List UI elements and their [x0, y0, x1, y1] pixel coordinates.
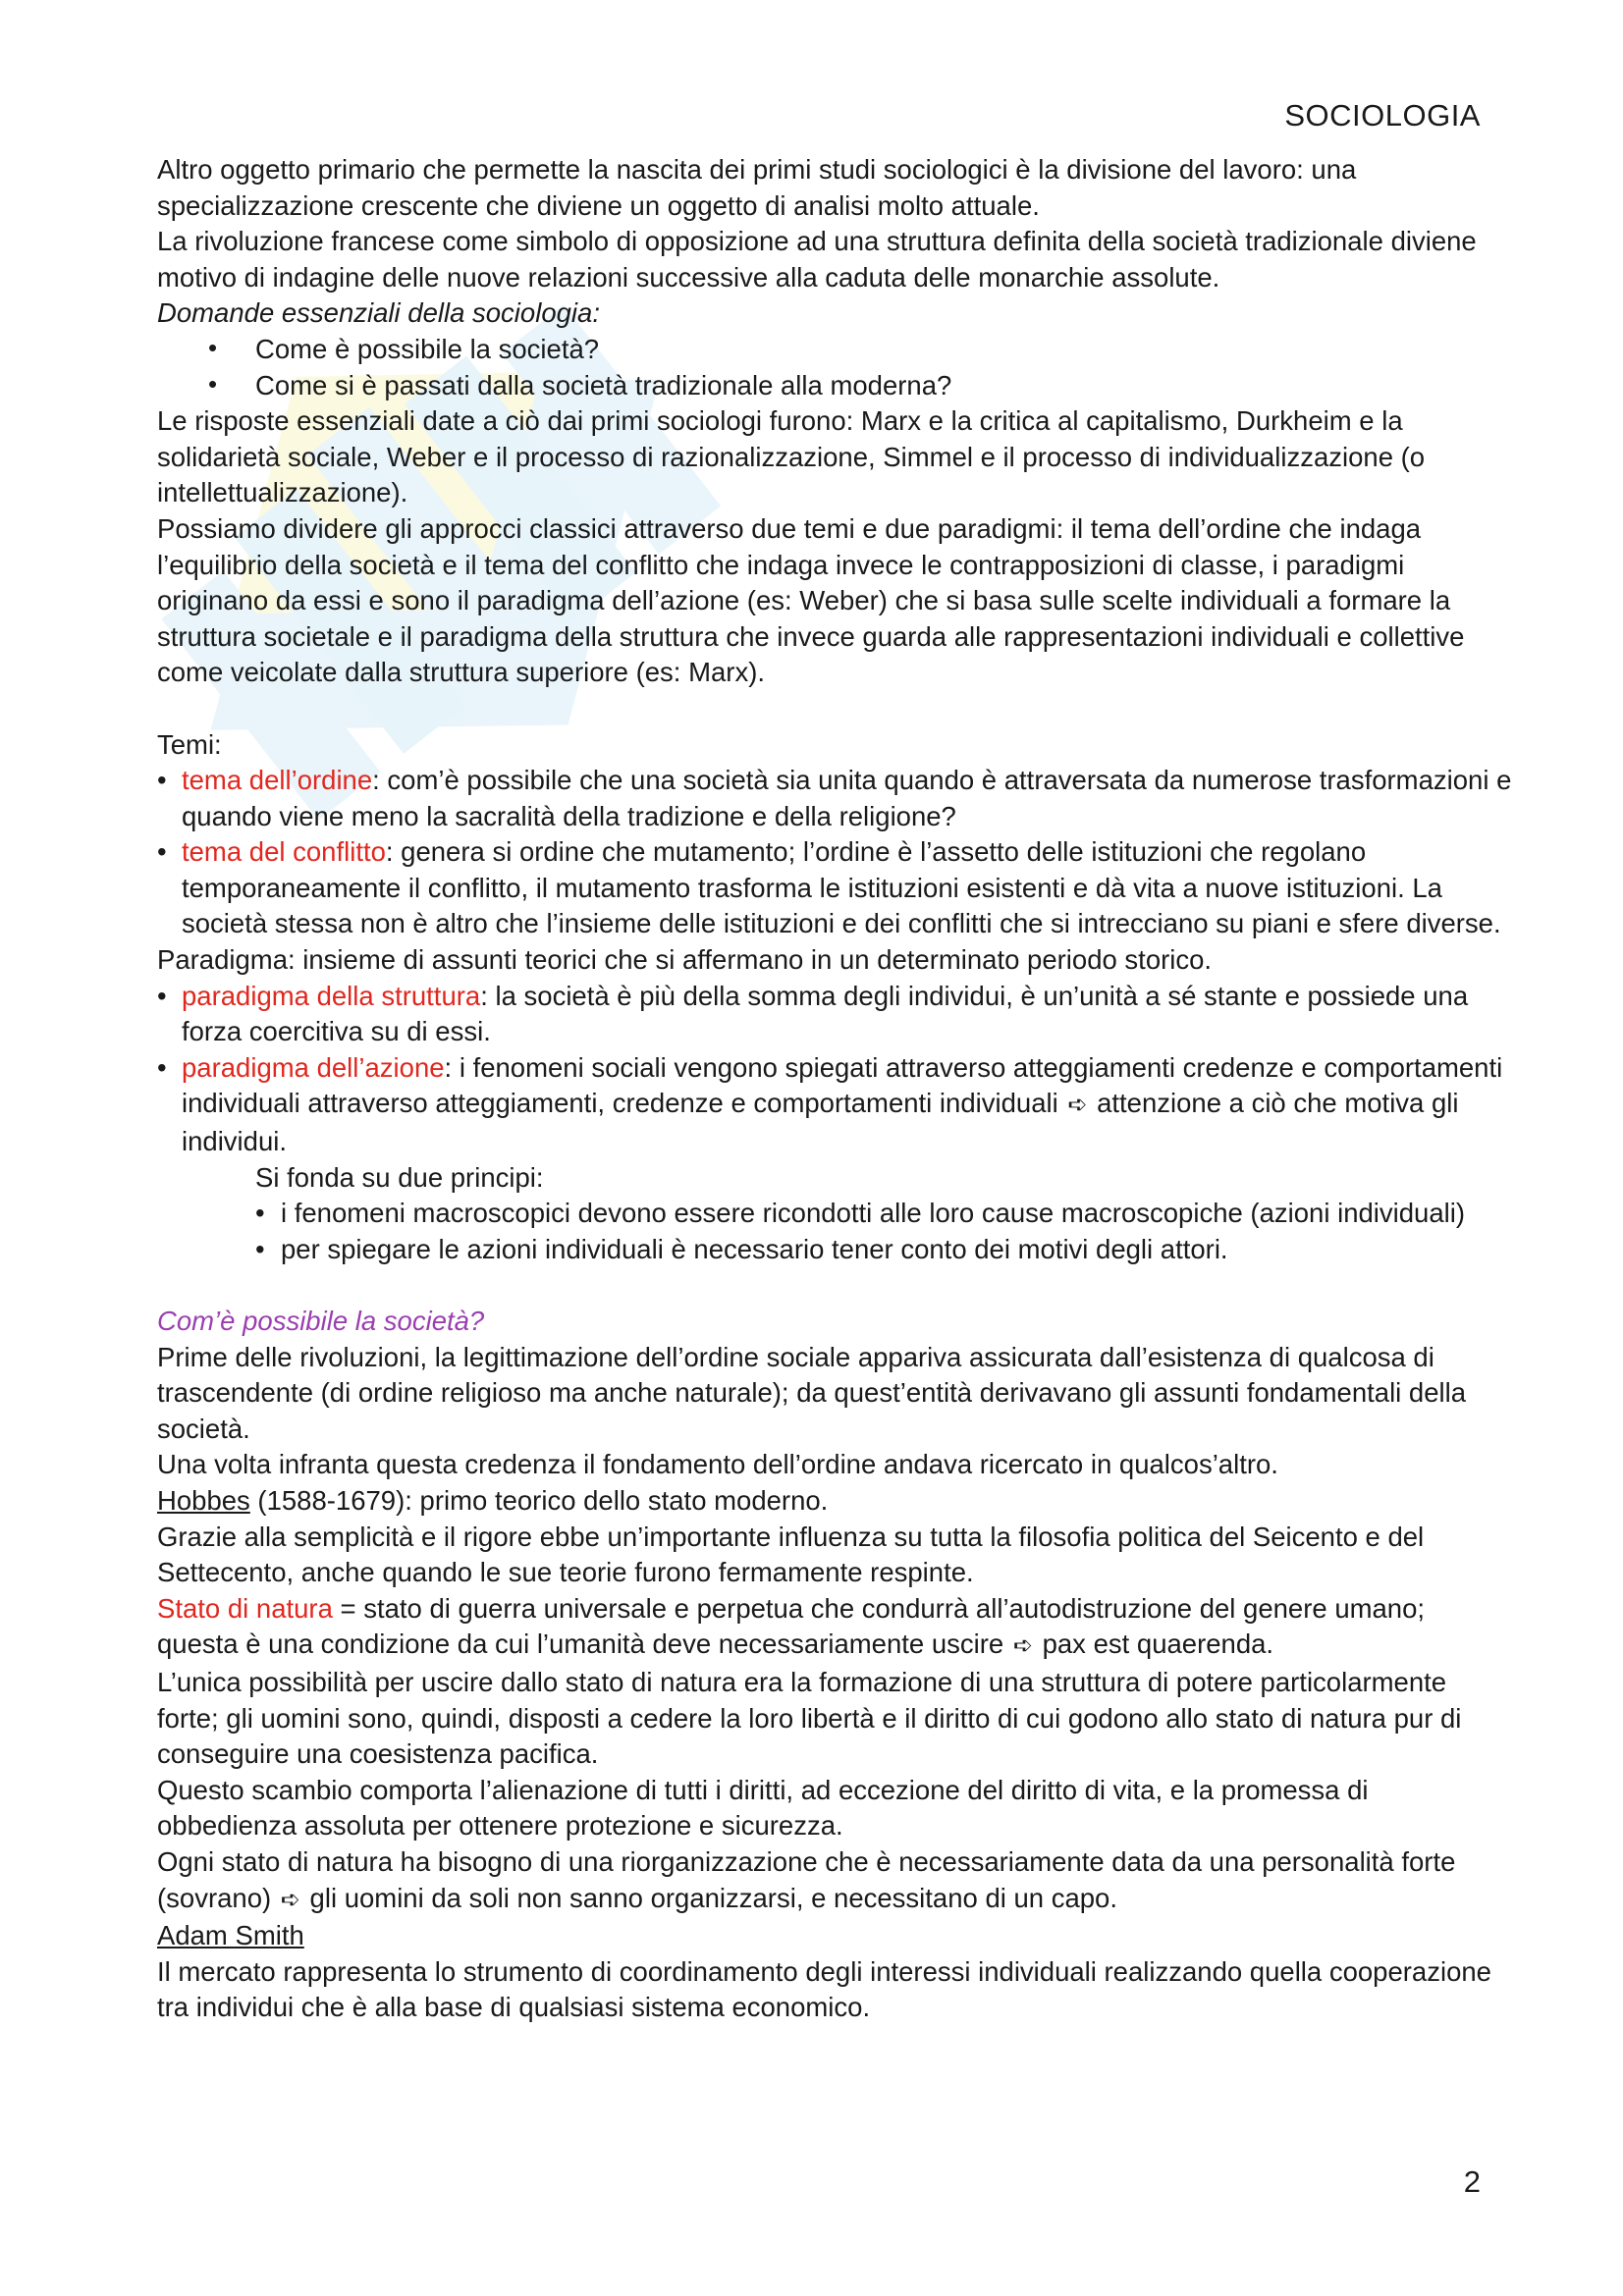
principles-list: [157, 1196, 1512, 1267]
paradigm-term: paradigma dell’azione: [182, 1051, 445, 1083]
section-title: Com’è possibile la società?: [157, 1306, 485, 1336]
paragraph: Grazie alla semplicità e il rigore ebbe un’importante influenza su tutta la filosofia politica del Seicento e del Settecento, anche quando le sue teorie furono fermamente respinte.: [157, 1521, 1425, 1588]
list-item: • paradigma dell’azione: i fenomeni sociali vengono spiegati attraverso atteggiamenti credenze e comportamenti individuali attraverso atteggiamenti, credenze e comportamenti individuali ➪ attenzione a ciò che motiva gli individui.: [157, 1051, 1503, 1157]
arrow-right-icon: ➪: [280, 1886, 300, 1913]
paradigms-list: [157, 979, 1512, 1160]
paragraph: Una volta infranta questa credenza il fondamento dell’ordine andava ricercato in qualcos’altro.: [157, 1449, 1278, 1480]
list-item: • tema dell’ordine: com’è possibile che una società sia unita quando è attraversata da numerose trasformazioni e quando viene meno la sacralità della tradizione e della religione?: [157, 765, 1512, 831]
paragraph: Le risposte essenziali date a ciò dai primi sociologi furono: Marx e la critica al capitalismo, Durkheim e la solidarietà sociale, Weber e il processo di razionalizzazione, Simmel e il processo di individualizzazione (o intellettualizzazione).: [157, 405, 1426, 508]
page-header-title: SOCIOLOGIA: [1284, 98, 1481, 133]
paragraph: Ogni stato di natura ha bisogno di una riorganizzazione che è necessariamente data da una personalità forte (sovrano) ➪ gli uomini da soli non sanno organizzarsi, e necessitano di un capo.: [157, 1845, 1456, 1913]
paragraph: Il mercato rappresenta lo strumento di coordinamento degli interessi individuali realizzando quella cooperazione tra individui che è alla base di qualsiasi sistema economico.: [157, 1955, 1491, 2023]
list-item: • Come si è passati dalla società tradizionale alla moderna?: [157, 368, 1512, 404]
bullet-icon: •: [157, 1051, 167, 1083]
paragraph: Questo scambio comporta l’alienazione di tutti i diritti, ad eccezione del diritto di vita, e la promessa di obbedienza assoluta per ottenere protezione e sicurezza.: [157, 1774, 1369, 1842]
paragraph: Possiamo dividere gli approcci classici attraverso due temi e due paradigmi: il tema dell’ordine che indaga l’equilibrio della società e il tema del conflitto che indaga invece le contrapposizioni di classe, i paradigmi originano da essi e sono il paradigma dell’azione (es: Weber) che si basa sulle scelte individuali a formare la struttura societale e il paradigma della struttura che invece guarda alle rappresentazioni individuali e collettive come veicolate dalla struttura superiore (es: Marx).: [157, 512, 1465, 688]
questions-list: [157, 332, 1512, 403]
list-item: • Come è possibile la società?: [157, 332, 1512, 368]
bullet-icon: •: [255, 1198, 265, 1229]
principles-heading: Si fonda su due principi:: [255, 1161, 544, 1193]
arrow-right-icon: ➪: [1012, 1632, 1033, 1660]
document-body: [157, 152, 1512, 2026]
list-item: • per spiegare le azioni individuali è necessario tener conto dei motivi degli attori.: [255, 1232, 1512, 1268]
paragraph: Paradigma: insieme di assunti teorici che si affermano in un determinato periodo storico.: [157, 944, 1213, 976]
list-item: • paradigma della struttura: la società è più della somma degli individui, è un’unità a sé stante e possiede una forza coercitiva su di essi.: [157, 980, 1469, 1047]
page-number: 2: [1463, 2164, 1481, 2199]
list-item: • tema del conflitto: genera si ordine che mutamento; l’ordine è l’assetto delle istituzioni che regolano temporaneamente il conflitto, il mutamento trasforma le istituzioni esistenti e dà vita a nuove istituzioni. La società stessa non è altro che l’insieme delle istituzioni e dei conflitti che si intrecciano su piani e sfere diverse.: [157, 836, 1501, 939]
bullet-icon: •: [157, 765, 167, 796]
paragraph: Hobbes (1588-1679): primo teorico dello stato moderno.: [157, 1484, 829, 1516]
list-item: • i fenomeni macroscopici devono essere ricondotti alle loro cause macroscopiche (azioni individuali): [255, 1196, 1512, 1232]
concept-term: Stato di natura: [157, 1592, 333, 1624]
paragraph: L’unica possibilità per uscire dallo stato di natura era la formazione di una struttura di potere particolarmente forte; gli uomini sono, quindi, disposti a cedere la loro libertà e il diritto di cui godono allo stato di natura pur di conseguire una coesistenza pacifica.: [157, 1666, 1462, 1770]
themes-list: [157, 763, 1512, 942]
author-name: Hobbes: [157, 1484, 250, 1516]
theme-term: tema del conflitto: [182, 836, 386, 868]
paragraph: Altro oggetto primario che permette la nascita dei primi studi sociologici è la divisione del lavoro: una specializzazione crescente che diviene un oggetto di analisi molto attuale.: [157, 154, 1357, 221]
bullet-icon: •: [157, 980, 167, 1011]
questions-heading: Domande essenziali della sociologia:: [157, 297, 600, 329]
themes-heading: Temi:: [157, 728, 222, 760]
paragraph: La rivoluzione francese come simbolo di opposizione ad una struttura definita della società tradizionale diviene motivo di indagine delle nuove relazioni successive alla caduta delle monarchie assolute.: [157, 226, 1477, 293]
bullet-icon: •: [208, 368, 218, 399]
bullet-icon: •: [208, 332, 218, 362]
bullet-icon: •: [157, 836, 167, 868]
paradigm-term: paradigma della struttura: [182, 980, 481, 1011]
theme-term: tema dell’ordine: [182, 765, 373, 796]
paragraph: Prime delle rivoluzioni, la legittimazione dell’ordine sociale appariva assicurata dall’esistenza di qualcosa di trascendente (di ordine religioso ma anche naturale); da quest’entità derivavano gli assunti fondamentali della società.: [157, 1341, 1467, 1444]
author-name: Adam Smith: [157, 1920, 304, 1951]
paragraph: Stato di natura = stato di guerra universale e perpetua che condurrà all’autodistruzione del genere umano; questa è una condizione da cui l’umanità deve necessariamente uscire ➪ pax est quaerenda.: [157, 1592, 1426, 1660]
arrow-right-icon: ➪: [1067, 1092, 1088, 1119]
bullet-icon: •: [255, 1233, 265, 1264]
